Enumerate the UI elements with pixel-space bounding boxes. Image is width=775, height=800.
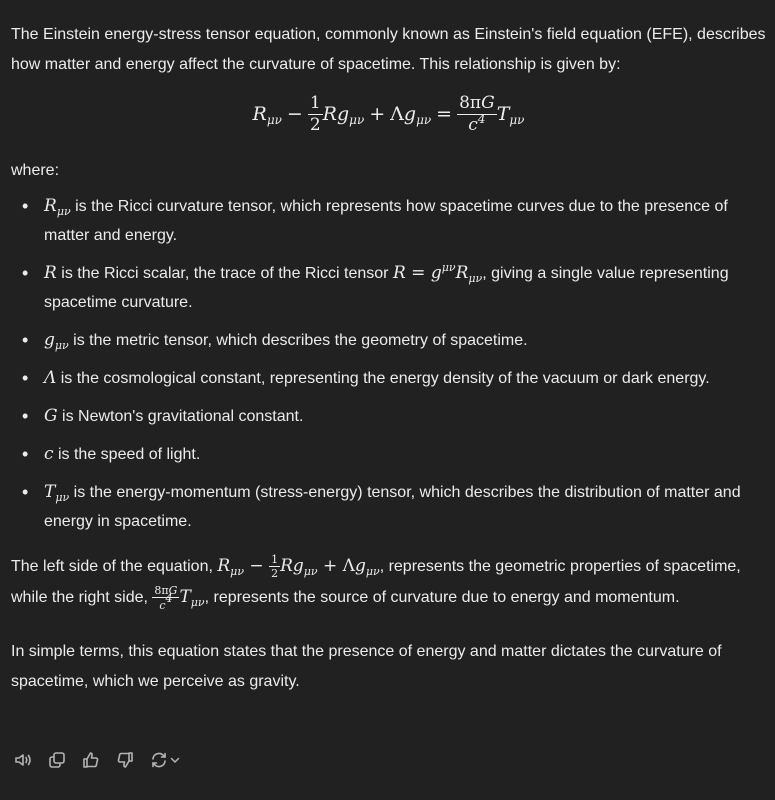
summary-paragraph: In simple terms, this equation states that the presence of energy and matter dictates the curvature of spacetime, which we perceive as gravity. (11, 643, 722, 690)
regenerate-button[interactable] (148, 749, 182, 771)
message-actions (12, 749, 182, 771)
chevron-down-icon (169, 754, 181, 766)
list-item: • $g_{\mu\nu}$ is the metric tensor, which describes the geometry of spacetime. (11, 326, 766, 355)
copy-icon (47, 750, 67, 770)
copy-button[interactable] (46, 749, 68, 771)
regenerate-icon (149, 750, 169, 770)
eq-minus: − (286, 103, 303, 125)
read-aloud-button[interactable] (12, 749, 34, 771)
list-item: • R is the Ricci scalar, the trace of the Ricci tensor $R = g^{\mu\nu}R_{\mu\nu}$, giving a single value representing spacetime curvature. (11, 259, 766, 317)
symbol-ricci-scalar: R (44, 263, 57, 283)
ricci-scalar-formula: $R = g^{\mu\nu}R_{\mu\nu}$ (392, 261, 483, 285)
einstein-field-equation (11, 80, 766, 148)
assistant-message (11, 20, 766, 697)
eq-lambda: $\Lambda g_{\mu\nu}$ (390, 103, 432, 127)
where-label: where: (11, 162, 60, 179)
eq-equals: = (436, 103, 453, 125)
list-item: • G is Newton's gravitational constant. (11, 402, 766, 431)
eq-rhs-fraction: $\frac{8\pi G}{c^4}$ (459, 92, 495, 135)
eq-T: $T_{\mu\nu}$ (496, 103, 525, 127)
symbol-G: G (44, 406, 58, 426)
symbol-lambda: Λ (44, 368, 57, 388)
thumbs-down-button[interactable] (114, 749, 136, 771)
list-item: • c is the speed of light. (11, 440, 766, 469)
intro-paragraph: The Einstein energy-stress tensor equation, commonly known as Einstein's field equation (EFE), describes how matter and energy affect the curvature of spacetime. This relationship is given by: (11, 26, 766, 73)
thumbs-up-icon (81, 750, 101, 770)
symbol-metric-tensor: $g_{\mu\nu}$ (44, 330, 69, 352)
inline-rhs-formula: $\frac{8\pi G}{c^4}$ $T_{\mu\nu}$ (154, 583, 205, 612)
read-aloud-icon (13, 750, 33, 770)
thumbs-down-icon (115, 750, 135, 770)
eq-plus: + (369, 103, 386, 125)
left-right-paragraph: The left side of the equation, $R_{\mu\nu}$ − $\frac{1}{2}$ $Rg_{\mu\nu} + \Lambda g_{\mu\nu}$, represents the geometric properties of spacetime, while the right side, $\frac{8\pi G}{c^4}$ $T_{\mu\nu}$, represents the source of curvature due to energy and momentum. (11, 553, 741, 612)
symbol-stress-energy-tensor: $T_{\mu\nu}$ (44, 482, 70, 504)
inline-lhs-formula: $R_{\mu\nu}$ − $\frac{1}{2}$ $Rg_{\mu\nu} + \Lambda g_{\mu\nu}$ (217, 553, 380, 580)
definitions-list (11, 192, 766, 536)
eq-R: $R_{\mu\nu}$ (252, 103, 282, 127)
list-item: • $R_{\mu\nu}$ is the Ricci curvature tensor, which represents how spacetime curves due to the presence of matter and energy. (11, 192, 766, 250)
thumbs-up-button[interactable] (80, 749, 102, 771)
list-item: • Λ is the cosmological constant, representing the energy density of the vacuum or dark energy. (11, 364, 766, 393)
eq-metric: $g_{\mu\nu}$ (336, 103, 365, 127)
eq-half-fraction: $\frac{1}{2}$ (309, 92, 321, 135)
symbol-ricci-tensor: $R_{\mu\nu}$ (44, 196, 71, 218)
symbol-c: c (44, 444, 54, 464)
eq-R-scalar: R (322, 103, 337, 125)
list-item: • $T_{\mu\nu}$ is the energy-momentum (stress-energy) tensor, which describes the distribution of matter and energy in spacetime. (11, 478, 766, 536)
